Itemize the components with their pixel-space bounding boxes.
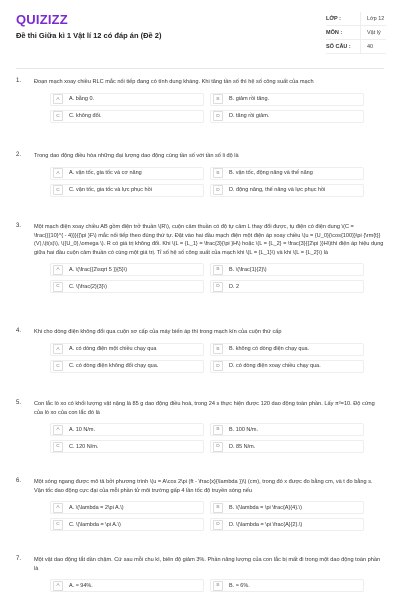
question-5 (16, 397, 384, 453)
option-text: B. 100 N/m. (229, 426, 259, 433)
option-letter-badge: C (53, 185, 63, 195)
answer-options (50, 501, 384, 531)
question-text: Trong dao động điều hòa những đại lượng dao động cùng tần số với tần số li độ là (34, 153, 239, 159)
option-text: A. 10 N/m. (69, 426, 95, 433)
meta-class: LỚP : Lớp 12 (326, 12, 386, 26)
quizizz-logo: QUIZIZZ (16, 12, 68, 27)
option-letter-badge: D (213, 361, 223, 371)
answer-option-a[interactable] (50, 263, 204, 276)
option-letter-badge: C (53, 361, 63, 371)
question-4 (16, 325, 384, 373)
worksheet-header (0, 0, 400, 60)
option-letter-badge: A (53, 344, 63, 354)
answer-option-c[interactable] (50, 360, 204, 373)
option-letter-badge: D (213, 282, 223, 292)
option-text: B. không có dòng điện chạy qua. (229, 346, 310, 353)
question-text: Một vật dao động tắt dần chậm. Cứ sau mỗi chu kì, biên độ giảm 3%. Phần năng lượng của con lắc bị mất đi trong một dao động toàn phần là (34, 557, 381, 572)
option-text: A. \(\frac{{2\sqrt 5 }}{5}\) (69, 266, 128, 273)
answer-option-c[interactable] (50, 280, 204, 293)
option-text: A. \(\lambda = 2\pi A.\) (69, 504, 124, 511)
option-letter-badge: C (53, 442, 63, 452)
answer-options (50, 343, 384, 373)
question-number: 6. (16, 478, 22, 484)
option-text: D. tăng rồi giảm. (229, 113, 270, 120)
question-number: 3. (16, 223, 22, 229)
option-text: A. vận tốc, gia tốc và cơ năng (69, 170, 142, 177)
answer-option-d[interactable] (210, 360, 364, 373)
question-7 (16, 553, 384, 592)
option-text: B. \(\frac{1}{2}\) (229, 266, 267, 273)
option-letter-badge: D (213, 520, 223, 530)
option-letter-badge: C (53, 111, 63, 121)
answer-option-a[interactable] (50, 343, 204, 356)
answer-option-b[interactable] (210, 423, 364, 436)
option-text: C. vận tốc, gia tốc và lực phục hồi (69, 187, 152, 194)
answer-option-d[interactable] (210, 110, 364, 123)
question-number: 1. (16, 78, 22, 84)
answer-option-d[interactable] (210, 280, 364, 293)
question-1 (16, 75, 384, 123)
answer-option-a[interactable] (50, 501, 204, 514)
question-text: Khi cho dòng điện không đổi qua cuộn sơ cấp của máy biến áp thì trong mạch kín của cuộn thứ cấp (34, 329, 282, 335)
option-letter-badge: A (53, 503, 63, 513)
option-text: A. có dòng điện một chiều chạy qua (69, 346, 157, 353)
option-letter-badge: B (213, 168, 223, 178)
answer-options (50, 167, 384, 197)
question-2 (16, 149, 384, 197)
option-text: C. không đổi. (69, 113, 102, 120)
answer-option-c[interactable] (50, 518, 204, 531)
answer-option-b[interactable] (210, 167, 364, 180)
question-text: Con lắc lò xo có khối lượng vật nặng là 85 g dao động điều hoà, trong 24 s thực hiện được 120 dao động toàn phần. Lấy π²=10. Độ cứng của lò xo của con lắc đó là (34, 401, 375, 416)
option-letter-badge: B (213, 265, 223, 275)
option-text: C. 120 N/m. (69, 443, 99, 450)
option-letter-badge: A (53, 94, 63, 104)
answer-option-c[interactable] (50, 110, 204, 123)
answer-option-b[interactable] (210, 343, 364, 356)
option-text: D. 85 N/m. (229, 443, 256, 450)
question-number: 4. (16, 328, 22, 334)
answer-option-d[interactable] (210, 440, 364, 453)
option-text: B. \(\lambda = \pi \frac{A}{4}.\) (229, 504, 302, 511)
answer-option-a[interactable] (50, 167, 204, 180)
worksheet-title: Đề thi Giữa kì 1 Vật lí 12 có đáp án (Đề 2) (16, 31, 162, 40)
question-text: Một sóng ngang được mô tả bởi phương trình \(u = A\cos 2\pi (ft - \frac{x}{\lambda })\) (cm), trong đó x được đo bằng cm, và t đo bằng s. Vận tốc dao động cực đại của mỗi phần tử môi trường gấp 4 lần tốc độ truyền sóng nếu (34, 479, 373, 494)
option-text: C. \(\frac{2}{3}\) (69, 283, 107, 290)
option-text: A. ≈ 94%. (69, 582, 93, 589)
answer-option-a[interactable] (50, 579, 204, 592)
option-letter-badge: D (213, 185, 223, 195)
option-letter-badge: A (53, 265, 63, 275)
option-letter-badge: B (213, 344, 223, 354)
option-text: A. bằng 0. (69, 96, 95, 103)
answer-options (50, 579, 384, 592)
answer-option-c[interactable] (50, 440, 204, 453)
answer-option-c[interactable] (50, 184, 204, 197)
option-letter-badge: D (213, 111, 223, 121)
option-letter-badge: B (213, 503, 223, 513)
answer-option-d[interactable] (210, 518, 364, 531)
question-number: 2. (16, 152, 22, 158)
question-3 (16, 220, 384, 293)
option-text: D. động năng, thế năng và lực phục hồi (229, 187, 326, 194)
answer-options (50, 93, 384, 123)
option-letter-badge: B (213, 425, 223, 435)
question-text: Một mạch điện xoay chiều AB gồm điện trở thuần \(R\), cuộn cảm thuần có độ tự cảm L thay đổi được, tụ điện có điện dung \(C = \frac{{{10}^{ - 4}}}{{\pi }F\) mắc nối tiếp theo đúng thứ tự. Đặt vào hai đầu mạch điện một điện áp xoay chiều \(u = {U_0}{\cos{100}}\pi {\rm{t}}(V),\(t(s)\), \({U_0},\omega \). R có giá trị không đổi. Khi \(L = {L_1} = \frac{3}{\pi }H\) hoặc \(L = {L_2} = \frac{3}{{2\pi }}H\)thì điện áp hiệu dụng giữa hai đầu cuộn cảm thuần có cùng một giá trị. Tỉ số hệ số công suất của mạch khi \(L = {L_1}\) và khi \(L = {L_2}\) là (34, 224, 384, 256)
option-text: B. ≈ 6%. (229, 582, 250, 589)
answer-options (50, 423, 384, 453)
answer-option-b[interactable] (210, 579, 364, 592)
answer-options (50, 263, 384, 293)
option-letter-badge: C (53, 282, 63, 292)
answer-option-b[interactable] (210, 93, 364, 106)
option-text: C. có dòng điện không đổi chạy qua. (69, 363, 159, 370)
meta-subject: MÔN : Vật lý (326, 26, 386, 40)
option-text: D. có dòng điện xoay chiều chạy qua. (229, 363, 321, 370)
meta-question-count: SỐ CÂU : 40 (326, 40, 386, 54)
option-letter-badge: C (53, 520, 63, 530)
option-letter-badge: A (53, 168, 63, 178)
option-letter-badge: A (53, 425, 63, 435)
option-letter-badge: B (213, 581, 223, 591)
question-number: 5. (16, 400, 22, 406)
option-letter-badge: A (53, 581, 63, 591)
answer-option-a[interactable] (50, 93, 204, 106)
worksheet-meta (326, 12, 386, 54)
question-text: Đoạn mạch xoay chiều RLC mắc nối tiếp đang có tính dung kháng. Khi tăng tần số thì hệ số công suất của mạch (34, 79, 314, 85)
option-text: B. vận tốc, động năng và thế năng (229, 170, 313, 177)
option-letter-badge: B (213, 94, 223, 104)
option-text: D. \(\lambda = \pi \frac{A}{2}.\) (229, 521, 303, 528)
option-text: B. giảm rồi tăng. (229, 96, 270, 103)
option-text: C. \(\lambda = \pi A.\) (69, 521, 121, 528)
question-6 (16, 475, 384, 531)
question-number: 7. (16, 556, 22, 562)
option-text: D. 2 (229, 283, 240, 290)
answer-option-a[interactable] (50, 423, 204, 436)
answer-option-b[interactable] (210, 501, 364, 514)
header-divider (16, 68, 384, 69)
answer-option-b[interactable] (210, 263, 364, 276)
option-letter-badge: D (213, 442, 223, 452)
answer-option-d[interactable] (210, 184, 364, 197)
